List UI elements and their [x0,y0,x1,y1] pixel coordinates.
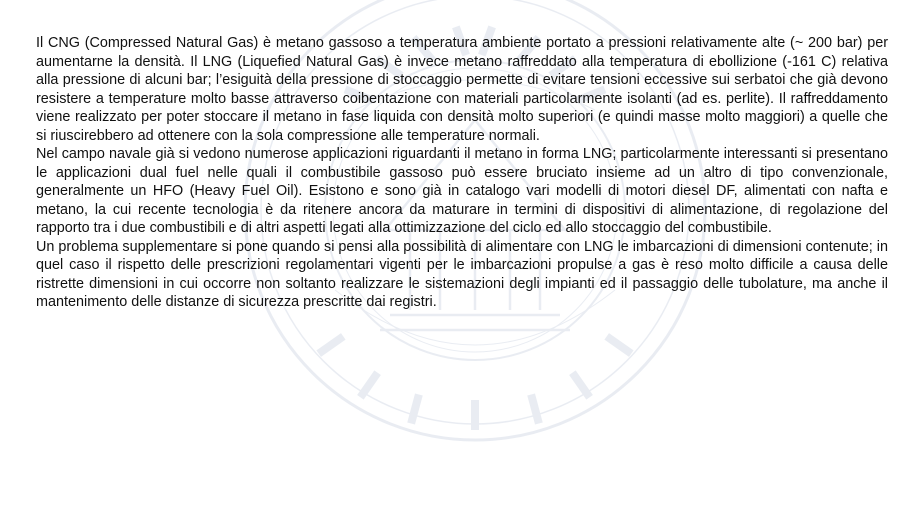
paragraph-cng-lng-definition: Il CNG (Compressed Natural Gas) è metano gassoso a temperatura ambiente portato a pressioni relativamente alte (~ 200 bar) per aumentarne la densità. Il LNG (Liquefied Natural Gas) è invece metano raffreddato alla temperatura di ebollizione (-161 C) relativa alla pressione di alcuni bar; l’esiguità della pressione di stoccaggio permette di evitare tensioni eccessive sui serbatoi che già devono resistere a temperature molto basse attraverso coibentazione con materiali particolarmente isolanti (ad es. perlite). Il raffreddamento viene realizzato per poter stoccare il metano in fase liquida con densità molto superiori (e quindi masse molto maggiori) a quelle che si riuscirebbero ad ottenere con la sola compressione alle temperature normali. [36,35,888,144]
paragraph-naval-applications: Nel campo navale già si vedono numerose applicazioni riguardanti il metano in forma LNG; particolarmente interessanti si presentano le applicazioni dual fuel nelle quali il combustibile gassoso può essere bruciato insieme ad un altro di tipo convenzionale, generalmente un HFO (Heavy Fuel Oil). Esistono e sono già in catalogo vari modelli di motori diesel DF, alimentati con nafta e metano, la cui recente tecnologia è da ritenere ancora da maturare in termini di dispositivi di alimentazione, di regolazione del rapporto tra i due combustibili e di altri aspetti legati alla ottimizzazione del ciclo ed allo stoccaggio del combustibile. [36,146,888,236]
paragraph-small-vessels-problem: Un problema supplementare si pone quando si pensi alla possibilità di alimentare con LNG le imbarcazioni di dimensioni contenute; in quel caso il rispetto delle prescrizioni regolamentari vigenti per le imbarcazioni propulse a gas è reso molto difficile a causa delle ristrette dimensioni in cui occorre non soltanto realizzare le sistemazioni degli impianti ed il passaggio delle tubolature, ma anche il mantenimento delle distanze di sicurezza prescritte dai registri. [36,238,888,310]
document-body [36,34,888,312]
